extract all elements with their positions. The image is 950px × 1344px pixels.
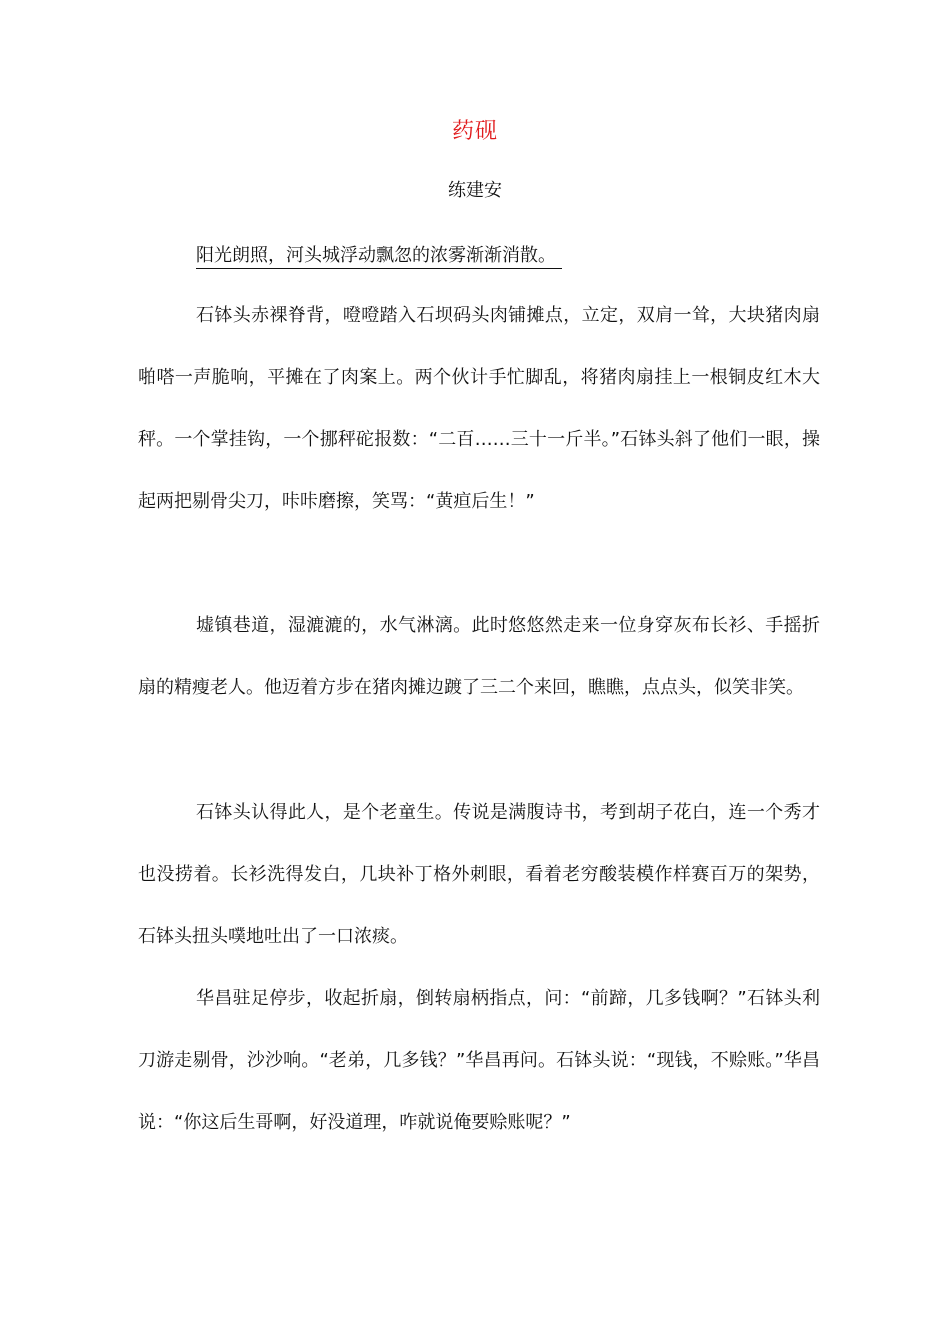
paragraph: 墟镇巷道，湿漉漉的，水气淋漓。此时悠悠然走来一位身穿灰布长衫、手摇折扇的精瘦老人。他迈着方步在猪肉摊边踱了三二个来回，瞧瞧，点点头，似笑非笑。 bbox=[138, 615, 820, 698]
document-title: 药砚 bbox=[451, 119, 498, 144]
paragraph: 石钵头赤裸脊背，噔噔踏入石坝码头肉铺摊点，立定，双肩一耸，大块猪肉扇啪嗒一声脆响，平摊在了肉案上。两个伙计手忙脚乱，将猪肉扇挂上一根铜皮红木大秤。一个掌挂钩，一个挪秤砣报数：“二百……三十一斤半。”石钵头斜了他们一眼，操起两把剔骨尖刀，咔咔磨擦，笑骂：“黄疸后生！” bbox=[138, 305, 820, 512]
author-name: 练建安 bbox=[448, 180, 502, 201]
paragraph: 华昌驻足停步，收起折扇，倒转扇柄指点，问：“前蹄，几多钱啊？”石钵头利刀游走剔骨，沙沙响。“老弟，几多钱？”华昌再问。石钵头说：“现钱，不赊账。”华昌说：“你这后生哥啊，好没道理，咋就说俺要赊账呢？” bbox=[138, 988, 821, 1133]
paragraph: 石钵头认得此人，是个老童生。传说是满腹诗书，考到胡子花白，连一个秀才也没捞着。长衫洗得发白，几块补丁格外刺眼，看着老穷酸装模作样赛百万的架势，石钵头扭头噗地吐出了一口浓痰。 bbox=[138, 802, 820, 947]
underlined-lead-text: 阳光朗照，河头城浮动飘忽的浓雾渐渐消散。 bbox=[196, 245, 562, 269]
lead-sentence bbox=[196, 238, 562, 274]
